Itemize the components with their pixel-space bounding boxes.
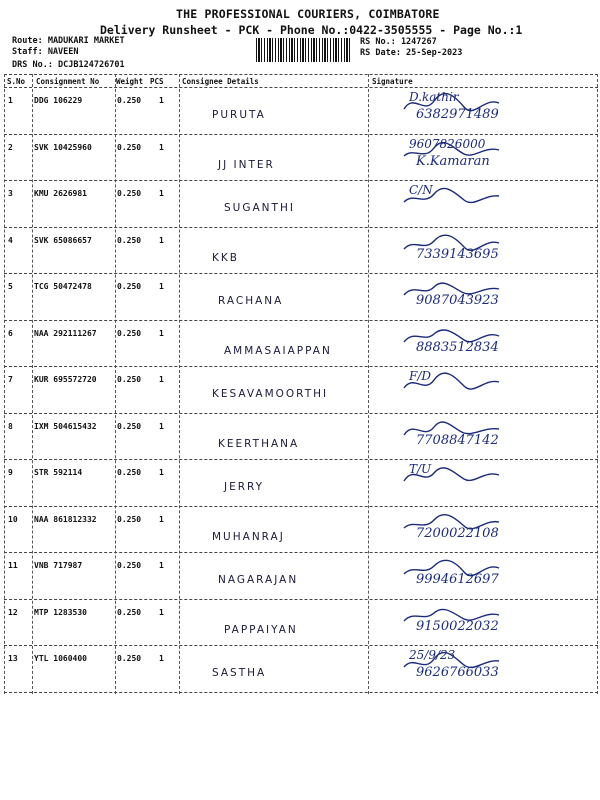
row-sno: 5 [8,282,13,291]
row-consignment-no: SVK 10425960 [34,142,92,152]
row-consignee-name: AMMASAIAPPAN [224,344,332,357]
row-pcs: 1 [159,375,164,384]
signature-phone: 8883512834 [416,339,499,355]
col-header-signature: Signature [372,77,413,86]
row-sno: 12 [8,607,18,617]
row-consignment-no: IXM 504615432 [34,421,97,431]
row-weight: 0.250 [117,468,142,477]
row-consignment-no: DDG 106229 [34,96,83,105]
staff-label: Staff: NAVEEN [12,47,79,57]
table-row [4,506,598,553]
table-row [4,459,598,506]
row-pcs: 1 [159,468,164,477]
row-consignment-no: KUR 695572720 [34,375,97,384]
row-sno: 4 [8,235,13,245]
row-sno: 2 [8,142,13,152]
row-consignee-name: KESAVAMOORTHI [212,388,329,400]
table-row [4,320,598,367]
barcode [256,38,352,62]
row-consignment-no: NAA 292111267 [34,328,97,338]
row-consignee-name: SASTHA [212,667,267,679]
row-consignee-name: NAGARAJAN [218,574,299,586]
row-pcs: 1 [159,328,164,338]
table-row [4,227,598,274]
table-row [4,87,598,134]
table-row [4,645,598,692]
row-consignee-name: PURUTA [212,109,266,121]
signature-phone: 7339143695 [416,246,499,262]
signature-note: D.kathir [409,90,459,104]
row-consignee-name: RACHANA [218,295,284,307]
row-weight: 0.250 [117,607,142,617]
row-pcs: 1 [159,282,164,291]
signature-phone: 9150022032 [416,618,499,634]
row-sno: 10 [8,514,18,524]
row-sno: 6 [8,328,13,338]
table-row [4,366,598,413]
row-weight: 0.250 [117,96,142,105]
row-pcs: 1 [159,235,164,245]
row-pcs: 1 [159,607,164,617]
row-weight: 0.250 [117,142,142,152]
row-pcs: 1 [159,421,164,431]
row-weight: 0.250 [117,654,142,663]
row-sno: 11 [8,561,18,570]
row-sno: 7 [8,375,13,384]
signature-phone: 9087043923 [416,293,499,308]
table-row [4,413,598,460]
row-consignee-name: PAPPAIYAN [224,623,298,636]
row-pcs: 1 [159,514,164,524]
row-pcs: 1 [159,189,164,198]
row-weight: 0.250 [117,561,142,570]
table-row [4,552,598,599]
signature-phone: 9994612697 [416,572,499,587]
row-consignee-name: KEERTHANA [218,437,300,450]
row-sno: 13 [8,654,18,663]
row-consignee-name: MUHANRAJ [212,530,285,543]
company-title: THE PROFESSIONAL COURIERS, COIMBATORE [176,7,440,21]
signature-phone: 7200022108 [416,525,499,541]
table-row [4,599,598,646]
row-weight: 0.250 [117,189,142,198]
row-consignment-no: VNB 717987 [34,561,83,570]
row-consignment-no: KMU 2626981 [34,189,87,198]
row-consignment-no: YTL 1060400 [34,654,87,663]
col-header-consignment: Consignment No [36,77,100,86]
signature-note: C/N [409,183,433,197]
row-consignee-name: JERRY [224,481,265,493]
col-header-consignee: Consignee Details [182,77,259,86]
row-pcs: 1 [159,561,164,570]
row-consignee-name: KKB [212,251,239,264]
rs-date: RS Date: 25-Sep-2023 [360,48,463,58]
row-sno: 9 [8,468,13,477]
signature-note: 25/9/23 [409,648,456,662]
col-header-pcs: PCS [150,77,164,86]
row-pcs: 1 [159,142,164,152]
route-label: Route: MADUKARI MARKET [12,36,125,46]
table-top-border [4,74,598,75]
row-weight: 0.250 [117,328,142,338]
row-divider [4,692,598,693]
row-weight: 0.250 [117,514,142,524]
row-sno: 8 [8,421,13,431]
row-weight: 0.250 [117,375,142,384]
signature-note: T/U [409,462,432,476]
signature-note: F/D [409,369,431,383]
row-sno: 1 [8,96,13,105]
row-weight: 0.250 [117,235,142,245]
table-row [4,134,598,181]
row-pcs: 1 [159,96,164,105]
signature-phone: 7708847142 [416,432,499,448]
table-row [4,180,598,227]
row-consignment-no: STR 592114 [34,468,83,477]
row-weight: 0.250 [117,282,142,291]
col-header-weight: Weight [116,77,144,86]
row-consignment-no: SVK 65086657 [34,235,92,245]
row-consignee-name: JJ INTER [218,158,275,171]
row-consignment-no: NAA 861812332 [34,514,97,524]
runsheet-table [4,74,598,694]
row-consignment-no: TCG 50472478 [34,282,92,291]
signature-phone: 6382971489 [416,107,499,122]
signature-phone: 9626766033 [416,665,499,680]
drs-number: DRS No.: DCJB124726701 [12,60,125,70]
rs-number: RS No.: 1247267 [360,37,437,47]
col-header-sno: S.No [7,77,26,86]
signature-phone: K.Kamaran [416,153,490,169]
table-row [4,273,598,320]
signature-note: 9607826000 [409,136,486,151]
row-weight: 0.250 [117,421,142,431]
row-consignment-no: MTP 1283530 [34,607,87,617]
row-sno: 3 [8,189,13,198]
row-pcs: 1 [159,654,164,663]
runsheet-subtitle: Delivery Runsheet - PCK - Phone No.:0422-3505555 - Page No.:1 [100,23,523,37]
row-consignee-name: SUGANTHI [224,202,295,214]
